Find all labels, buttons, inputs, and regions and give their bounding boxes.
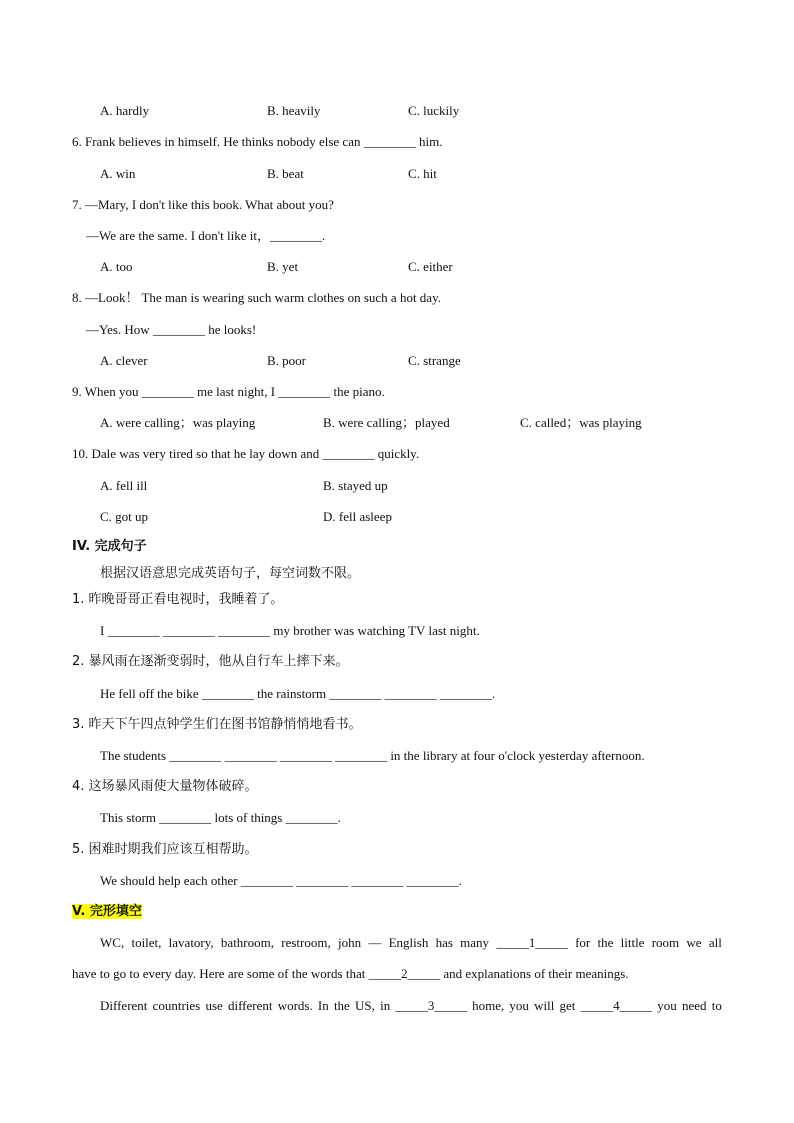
q8-option-b: B. poor (267, 353, 306, 368)
s4-item3-english: The students ________ ________ ________ ________ in the library at four o'clock yesterday afternoon. (100, 748, 645, 763)
cloze-word: use (205, 998, 223, 1013)
cloze-paragraph-1-line-2: have to go to every day. Here are some of the words that _____2_____ and explanations of their meanings. (72, 966, 629, 981)
cloze-word: US, (355, 998, 375, 1013)
cloze-word: get (559, 998, 576, 1013)
q9-option-a: A. were calling；was playing (100, 415, 256, 430)
cloze-word: need (681, 998, 707, 1013)
cloze-word: has (435, 935, 453, 950)
cloze-word: English (388, 935, 429, 950)
q6-option-a: A. win (100, 166, 136, 181)
cloze-word: different (227, 998, 273, 1013)
s4-item1-chinese: 1. 昨晚哥哥正看电视时，我睡着了。 (72, 592, 284, 607)
cloze-word: lavatory, (168, 935, 214, 950)
s4-item5-english: We should help each other ________ ________ ________ ________. (100, 873, 462, 888)
cloze-word: WC, (100, 935, 125, 950)
s4-item4-english: This storm ________ lots of things ________. (100, 810, 341, 825)
q7-question-line1: 7. —Mary, I don't like this book. What about you? (72, 197, 334, 212)
cloze-word: Different (100, 998, 148, 1013)
section-5-title (72, 903, 142, 921)
cloze-word: you (657, 998, 677, 1013)
s4-item3-chinese: 3. 昨天下午四点钟学生们在图书馆静悄悄地看书。 (72, 717, 362, 732)
cloze-word: you (509, 998, 529, 1013)
q9-question: 9. When you ________ me last night, I ________ the piano. (72, 384, 385, 399)
cloze-word: the (333, 998, 350, 1013)
cloze-word: many (460, 935, 490, 950)
q8-question-line1: 8. —Look！ The man is wearing such warm clothes on such a hot day. (72, 290, 441, 305)
s4-item2-english: He fell off the bike ________ the rainstorm ________ ________ ________. (100, 686, 496, 701)
q5-option-c: C. luckily (408, 103, 460, 118)
cloze-word: home, (472, 998, 505, 1013)
q6-question: 6. Frank believes in himself. He thinks nobody else can ________ him. (72, 134, 443, 149)
cloze-paragraph-1-line-1 (100, 935, 722, 951)
section-4-instruction: 根据汉语意思完成英语句子，每空词数不限。 (100, 566, 361, 581)
q10-option-d: D. fell asleep (323, 509, 392, 524)
q7-question-line2: —We are the same. I don't like it，________. (86, 228, 326, 243)
s4-item5-chinese: 5. 困难时期我们应该互相帮助。 (72, 842, 258, 857)
cloze-word: in (380, 998, 391, 1013)
q8-option-a: A. clever (100, 353, 148, 368)
q5-option-b: B. heavily (267, 103, 321, 118)
q10-question: 10. Dale was very tired so that he lay down and ________ quickly. (72, 446, 420, 461)
cloze-word: _____1_____ (496, 935, 568, 950)
cloze-word: all (708, 935, 722, 950)
section-5-title-text: V. 完形填空 (72, 904, 142, 919)
cloze-word: words. (277, 998, 313, 1013)
cloze-word: _____3_____ (395, 998, 467, 1013)
cloze-word: In (317, 998, 329, 1013)
cloze-word: for (575, 935, 591, 950)
q10-option-b: B. stayed up (323, 478, 388, 493)
q8-option-c: C. strange (408, 353, 461, 368)
cloze-word: little (620, 935, 645, 950)
q9-option-c: C. called；was playing (520, 415, 642, 430)
q7-option-b: B. yet (267, 259, 299, 274)
q5-option-a: A. hardly (100, 103, 150, 118)
cloze-word: we (686, 935, 702, 950)
cloze-word: bathroom, (220, 935, 274, 950)
s4-item2-chinese: 2. 暴风雨在逐渐变弱时，他从自行车上摔下来。 (72, 654, 349, 669)
q7-option-c: C. either (408, 259, 453, 274)
cloze-word: will (534, 998, 555, 1013)
cloze-word: toilet, (131, 935, 162, 950)
s4-item1-english: I ________ ________ ________ my brother was watching TV last night. (100, 623, 480, 638)
cloze-paragraph-2-line-1 (100, 998, 722, 1014)
q6-option-b: B. beat (267, 166, 304, 181)
q10-option-c: C. got up (100, 509, 149, 524)
q6-option-c: C. hit (408, 166, 437, 181)
cloze-word: the (597, 935, 614, 950)
cloze-word: _____4_____ (580, 998, 653, 1013)
cloze-word: restroom, (281, 935, 331, 950)
cloze-word: john (337, 935, 362, 950)
q8-question-line2: —Yes. How ________ he looks! (86, 322, 257, 337)
cloze-word: room (651, 935, 680, 950)
cloze-word: countries (152, 998, 201, 1013)
q10-option-a: A. fell ill (100, 478, 148, 493)
cloze-word: to (711, 998, 722, 1013)
q9-option-b: B. were calling；played (323, 415, 450, 430)
cloze-word: — (368, 935, 382, 950)
s4-item4-chinese: 4. 这场暴风雨使大量物体破碎。 (72, 779, 258, 794)
section-4-title: IV. 完成句子 (72, 539, 147, 554)
q7-option-a: A. too (100, 259, 133, 274)
